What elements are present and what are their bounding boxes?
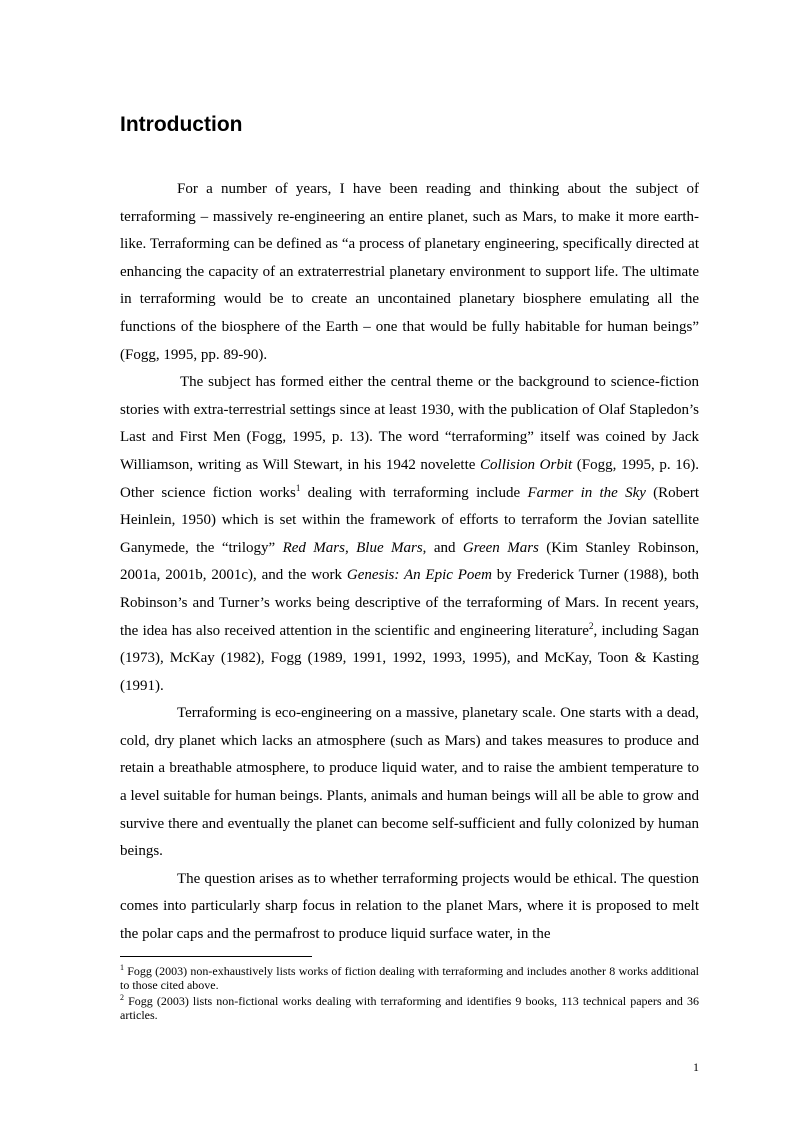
paragraph-3: Terraforming is eco-engineering on a massive, planetary scale. One starts with a dead, cold, dry planet which lacks an atmosphere (such as Mars) and takes measures to produce and retain a breathable atmosphere, to produce liquid water, and to raise the ambient temperature to a level suitable for human beings. Plants, animals and human beings will all be able to grow and survive there and eventually the planet can become self-sufficient and fully colonized by human beings. xyxy=(120,705,699,860)
footnote-text: Fogg (2003) non-exhaustively lists works of fiction dealing with terraforming and includes another 8 works additional to those cited above. xyxy=(120,964,699,992)
page-number: 1 xyxy=(693,1060,699,1074)
footnote-marker: 2 xyxy=(120,993,124,1002)
paragraph-2-text: dealing with terraforming include xyxy=(300,484,528,501)
body-text xyxy=(120,176,699,949)
italic-title-red-mars: Red Mars xyxy=(282,539,345,556)
footnote-ref-1: 1 xyxy=(295,482,301,493)
paragraph-2-text: The subject has formed either the central theme or the background to science-fiction stories with extra-terrestrial settings since at least 1930, with the publication of Olaf Stapledon’s Last and First Men (Fogg, 1995, p. 13). The word “terraforming” itself was coined by Jack Williamson, writing as Will Stewart, in his 1942 novelette xyxy=(120,374,699,473)
section-heading: Introduction xyxy=(120,113,243,136)
paragraph-2-text: , xyxy=(344,539,357,556)
footnote-text: Fogg (2003) lists non-fictional works dealing with terraforming and identifies 9 books, 113 technical papers and 36 articles. xyxy=(120,994,699,1022)
footnote-2 xyxy=(120,994,699,1022)
italic-title-genesis: Genesis: An Epic Poem xyxy=(346,567,492,584)
paragraph-1: For a number of years, I have been reading and thinking about the subject of terraforming – massively re-engineering an entire planet, such as Mars, to make it more earth-like. Terraforming can be defined as “a process of planetary engineering, specifically directed at enhancing the capacity of an extraterrestrial planetary environment to support life. The ultimate in terraforming would be to create an uncontained planetary biosphere emulating all the functions of the biosphere of the Earth – one that would be fully habitable for human beings” (Fogg, 1995, pp. 89-90). xyxy=(120,181,699,363)
footnotes xyxy=(120,964,699,1024)
paragraph-4: The question arises as to whether terraforming projects would be ethical. The question comes into particularly sharp focus in relation to the planet Mars, where it is proposed to melt the polar caps and the permafrost to produce liquid surface water, in the xyxy=(120,870,699,943)
footnote-ref-2: 2 xyxy=(588,620,594,631)
footnote-1 xyxy=(120,964,699,992)
paragraph-2-text: , and xyxy=(422,539,463,556)
paragraph-2-text: by Frederick Turner (1988), both Robinson’s and Turner’s works being descriptive of the terraforming of Mars. In recent years, the idea has also received attention in the scientific and engineering literature xyxy=(120,567,699,639)
italic-title-blue-mars: Blue Mars xyxy=(356,539,423,556)
paragraph-2-text: , including Sagan (1973), McKay (1982), Fogg (1989, 1991, 1992, 1993, 1995), and McKay, Toon & Kasting (1991). xyxy=(120,622,699,694)
italic-title-farmer-in-the-sky: Farmer in the Sky xyxy=(527,484,646,501)
italic-title-collision-orbit: Collision Orbit xyxy=(480,456,573,473)
paragraph-2-text: (Fogg, 1995, p. 16). Other science fiction works xyxy=(120,456,699,501)
paragraph-2-text: (Robert Heinlein, 1950) which is set within the framework of efforts to terraform the Jovian satellite Ganymede, the “trilogy” xyxy=(120,484,699,556)
paragraph-2 xyxy=(120,369,699,700)
footnote-separator xyxy=(120,956,312,957)
paragraph-2-text: (Kim Stanley Robinson, 2001a, 2001b, 2001c), and the work xyxy=(120,539,699,584)
footnote-marker: 1 xyxy=(120,963,124,972)
italic-title-green-mars: Green Mars xyxy=(462,539,539,556)
